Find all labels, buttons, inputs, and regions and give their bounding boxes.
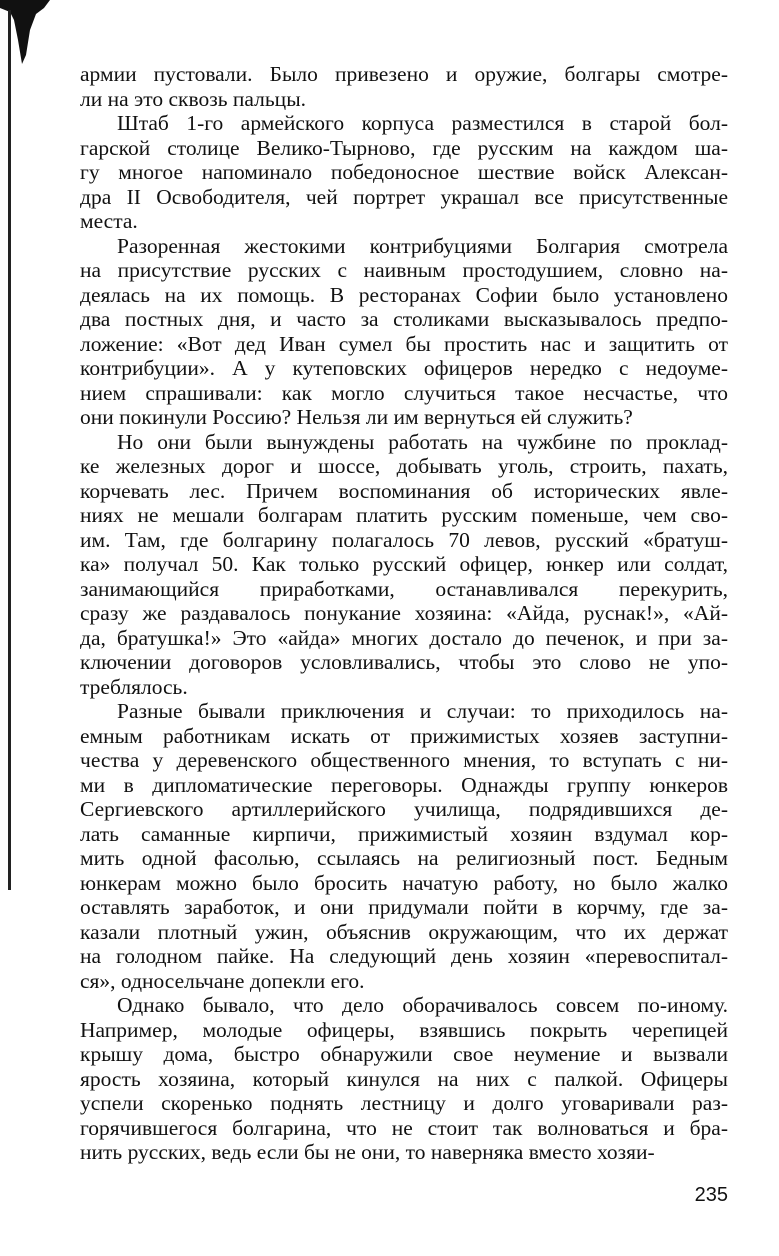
- text-line-content: на присутствие русских с наивным простодушием, словно на-: [80, 258, 728, 282]
- text-line-content: корчевать лес. Причем воспоминания об исторических явле-: [80, 478, 728, 503]
- text-line-content: Однако бывало, что дело оборачивалось совсем по-иному.: [117, 993, 728, 1017]
- text-line: [80, 895, 728, 920]
- text-line: [80, 185, 728, 210]
- paragraph: [80, 430, 728, 700]
- paragraph: [80, 234, 728, 430]
- text-line: [80, 699, 728, 724]
- text-line: [80, 797, 728, 822]
- text-line: [80, 846, 728, 871]
- text-line-content: да, братушка!» Это «айда» многих достало до печенок, и при за-: [80, 625, 728, 650]
- text-line: [80, 577, 728, 602]
- text-line-content: успели скоренько поднять лестницу и долго уговаривали раз-: [80, 1091, 728, 1115]
- text-line-content: ли на это сквозь пальцы.: [80, 86, 307, 111]
- text-line: [80, 993, 728, 1018]
- text-line: [80, 503, 728, 528]
- text-line-content: ниях не мешали болгарам платить русским поменьше, чем сво-: [80, 503, 728, 527]
- page-number: 235: [694, 1184, 728, 1206]
- text-line: [80, 822, 728, 847]
- text-line: [80, 479, 728, 504]
- text-line-content: нить русских, ведь если бы не они, то наверняка вместо хозяи-: [80, 1140, 655, 1164]
- text-line-content: места.: [80, 209, 138, 233]
- text-line: [80, 1116, 728, 1141]
- text-line: [80, 552, 728, 577]
- text-line-content: чества у деревенского общественного мнения, то вступать с ни-: [80, 748, 728, 772]
- text-line: [80, 454, 728, 479]
- text-line: [80, 601, 728, 626]
- text-line: [80, 528, 728, 553]
- text-line: [80, 1018, 728, 1043]
- text-line: [80, 1042, 728, 1067]
- text-line-content: мить одной фасолью, ссылаясь на религиозный пост. Бедным: [80, 846, 728, 870]
- paragraph: [80, 699, 728, 993]
- text-line-content: два постных дня, и часто за столиками высказывалось предпо-: [80, 307, 728, 331]
- text-line: [80, 650, 728, 675]
- text-line-content: гу многое напоминало победоносное шествие войск Алексан-: [80, 160, 728, 184]
- text-line-content: Разоренная жестокими контрибуциями Болгария смотрела: [117, 233, 728, 258]
- text-line-content: им. Там, где болгарину полагалось 70 левов, русский «братуш-: [80, 527, 728, 552]
- text-line: [80, 675, 728, 700]
- text-line-content: Например, молодые офицеры, взявшись покрыть черепицей: [80, 1017, 728, 1042]
- text-line: [80, 111, 728, 136]
- text-line-content: крышу дома, быстро обнаружили свое неумение и вызвали: [80, 1042, 728, 1066]
- text-line: [80, 773, 728, 798]
- text-line-content: сразу же раздавалось понукание хозяина: «Айда, руснак!», «Ай-: [80, 601, 728, 625]
- text-line: [80, 920, 728, 945]
- text-line-content: ся», односельчане допекли его.: [80, 968, 365, 993]
- text-line: [80, 871, 728, 896]
- page-edge-binding-mark: [0, 0, 60, 900]
- text-line: [80, 62, 728, 87]
- text-line-content: ми в дипломатические переговоры. Однажды группу юнкеров: [80, 772, 728, 797]
- text-line: [80, 626, 728, 651]
- text-line-content: ключении договоров условливались, чтобы это слово не упо-: [80, 650, 728, 674]
- text-line: [80, 748, 728, 773]
- text-line: [80, 1140, 728, 1165]
- text-line-content: ка» получал 50. Как только русский офицер, юнкер или солдат,: [80, 552, 728, 576]
- text-line-content: деялась на их помощь. В ресторанах Софии было установлено: [80, 282, 728, 307]
- text-line: [80, 356, 728, 381]
- text-line: [80, 405, 728, 430]
- text-line: [80, 209, 728, 234]
- text-line: [80, 160, 728, 185]
- body-text: [80, 62, 728, 1165]
- text-line: [80, 332, 728, 357]
- text-line-content: занимающийся приработками, останавливался перекурить,: [80, 576, 728, 601]
- paragraph: [80, 62, 728, 111]
- paragraph: [80, 993, 728, 1165]
- text-line-content: казали плотный ужин, объяснив окружающим, что их держат: [80, 919, 728, 944]
- text-line: [80, 381, 728, 406]
- text-line: [80, 430, 728, 455]
- text-line-content: контрибуции». А у кутеповских офицеров нередко с недоуме-: [80, 356, 728, 380]
- paragraph: [80, 111, 728, 234]
- text-line: [80, 944, 728, 969]
- text-line-content: юнкерам можно было бросить начатую работу, но было жалко: [80, 870, 728, 895]
- text-line-content: ке железных дорог и шоссе, добывать уголь, строить, пахать,: [80, 454, 728, 478]
- text-line-content: ложение: «Вот дед Иван сумел бы простить нас и защитить от: [80, 331, 728, 356]
- text-line: [80, 283, 728, 308]
- text-line: [80, 1091, 728, 1116]
- text-line: [80, 234, 728, 259]
- text-line: [80, 136, 728, 161]
- text-line: [80, 87, 728, 112]
- text-line-content: Сергиевского артиллерийского училища, подрядившихся де-: [80, 797, 728, 821]
- text-line-content: треблялось.: [80, 674, 188, 699]
- text-line-content: нием спрашивали: как могло случиться такое несчастье, что: [80, 380, 728, 405]
- text-line: [80, 724, 728, 749]
- text-line-content: Но они были вынуждены работать на чужбине по проклад-: [117, 429, 728, 454]
- text-line-content: армии пустовали. Было привезено и оружие, болгары смотре-: [80, 62, 728, 86]
- text-line-content: на голодном пайке. На следующий день хозяин «перевоспитал-: [80, 944, 728, 968]
- text-line-content: Разные бывали приключения и случаи: то приходилось на-: [117, 699, 728, 723]
- text-line-content: гарской столице Велико-Тырново, где русским на каждом ша-: [80, 135, 728, 160]
- text-line-content: они покинули Россию? Нельзя ли им вернуться ей служить?: [80, 405, 633, 429]
- text-line: [80, 307, 728, 332]
- text-line-content: дра II Освободителя, чей портрет украшал все присутственные: [80, 184, 728, 209]
- text-line-content: ярость хозяина, который кинулся на них с палкой. Офицеры: [80, 1066, 728, 1091]
- text-line: [80, 258, 728, 283]
- text-line-content: горячившегося болгарина, что не стоит так волноваться и бра-: [80, 1115, 728, 1140]
- text-line-content: Штаб 1-го армейского корпуса разместился в старой бол-: [117, 111, 728, 135]
- text-line-content: лать саманные кирпичи, прижимистый хозяин вздумал кор-: [80, 821, 728, 846]
- text-line: [80, 969, 728, 994]
- text-line-content: оставлять заработок, и они придумали пойти в корчму, где за-: [80, 895, 728, 919]
- text-line: [80, 1067, 728, 1092]
- text-line-content: емным работникам искать от прижимистых хозяев заступни-: [80, 723, 728, 748]
